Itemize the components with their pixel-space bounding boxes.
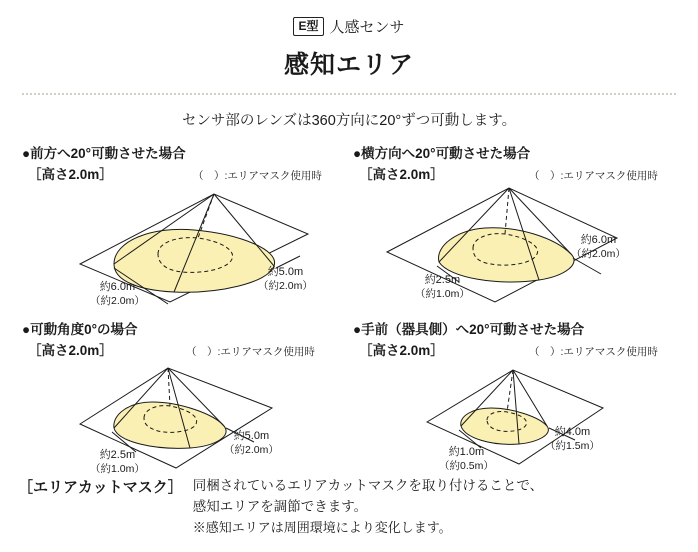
panel-1-label-1 bbox=[90, 281, 145, 308]
lead-text: センサ部のレンズは360方向に20°ずつ可動します。 bbox=[181, 113, 517, 129]
panel-1-label-0-sub: （約2.0m） bbox=[258, 279, 313, 292]
type-badge: E型 bbox=[293, 17, 323, 36]
panel-2-label-1 bbox=[415, 274, 470, 301]
panel-1-title: ●前方へ20°可動させた場合 bbox=[22, 146, 186, 161]
panel-1-label-0 bbox=[258, 266, 313, 293]
panel-1-label-1-sub: （約2.0m） bbox=[90, 294, 145, 307]
panel-2-title: ●横方向へ20°可動させた場合 bbox=[353, 146, 531, 161]
divider bbox=[22, 93, 676, 95]
panel-2-label-0 bbox=[571, 234, 626, 261]
panel-2-label-0-main: 約6.0m bbox=[580, 234, 617, 246]
panel-3-mask-note: （ ）:エリアマスク使用時 bbox=[186, 346, 315, 358]
panel-2-figure bbox=[349, 142, 680, 318]
panel-3-label-0-sub: （約2.0m） bbox=[224, 443, 279, 456]
panel-4-subtitle: ［高さ2.0m］ bbox=[359, 343, 444, 358]
panel-4-figure bbox=[349, 318, 680, 494]
panel-4-label-0-sub: （約1.5m） bbox=[545, 439, 600, 452]
panel-3-subtitle: ［高さ2.0m］ bbox=[28, 343, 113, 358]
panel-3-label-0-main: 約5.0m bbox=[233, 430, 270, 442]
panel-angle-zero bbox=[18, 318, 349, 494]
panel-1-label-0-main: 約5.0m bbox=[267, 266, 304, 278]
panel-1-subtitle: ［高さ2.0m］ bbox=[28, 167, 113, 182]
page-title: 感知エリア bbox=[283, 51, 414, 79]
footer-body bbox=[193, 476, 543, 538]
panel-4-mask-note: （ ）:エリアマスク使用時 bbox=[529, 346, 658, 358]
panel-forward-20 bbox=[18, 142, 349, 318]
panel-4-title: ●手前（器具側）へ20°可動させた場合 bbox=[353, 322, 585, 337]
panel-2-mask-note: （ ）:エリアマスク使用時 bbox=[529, 170, 658, 182]
panel-2-label-1-main: 約2.5m bbox=[424, 274, 461, 286]
footer-line-1: 同梱されているエリアカットマスクを取り付けることで、 bbox=[192, 478, 544, 494]
footer-line-2: 感知エリアを調節できます。 bbox=[192, 498, 368, 514]
footer-note bbox=[18, 476, 680, 538]
header-row bbox=[0, 16, 698, 37]
panel-3-label-1-main: 約2.5m bbox=[99, 449, 136, 461]
panel-3-label-1 bbox=[90, 449, 145, 476]
panel-3-label-0 bbox=[224, 430, 279, 457]
panel-4-label-1-sub: （約0.5m） bbox=[439, 459, 494, 472]
footer-line-3: ※感知エリアは周囲環境により変化します。 bbox=[192, 519, 452, 535]
panel-1-mask-note: （ ）:エリアマスク使用時 bbox=[193, 170, 322, 182]
panel-4-label-1 bbox=[439, 446, 494, 473]
panel-4-label-0-main: 約4.0m bbox=[554, 426, 591, 438]
panel-2-subtitle: ［高さ2.0m］ bbox=[359, 167, 444, 182]
panel-2-label-1-sub: （約1.0m） bbox=[415, 287, 470, 300]
footer-title: ［エリアカットマスク］ bbox=[18, 479, 183, 497]
panel-3-label-1-sub: （約1.0m） bbox=[90, 462, 145, 475]
diagram-grid bbox=[18, 142, 680, 494]
panel-1-label-1-main: 約6.0m bbox=[99, 281, 136, 293]
page-header bbox=[0, 0, 698, 81]
panel-3-title: ●可動角度0°の場合 bbox=[22, 322, 138, 337]
panel-4-label-0 bbox=[545, 426, 600, 453]
panel-4-label-1-main: 約1.0m bbox=[448, 446, 485, 458]
panel-sideways-20 bbox=[349, 142, 680, 318]
panel-toward-fixture-20 bbox=[349, 318, 680, 494]
panel-2-label-0-sub: （約2.0m） bbox=[571, 247, 626, 260]
sensor-label: 人感センサ bbox=[329, 19, 405, 36]
panel-3-figure bbox=[18, 318, 349, 494]
